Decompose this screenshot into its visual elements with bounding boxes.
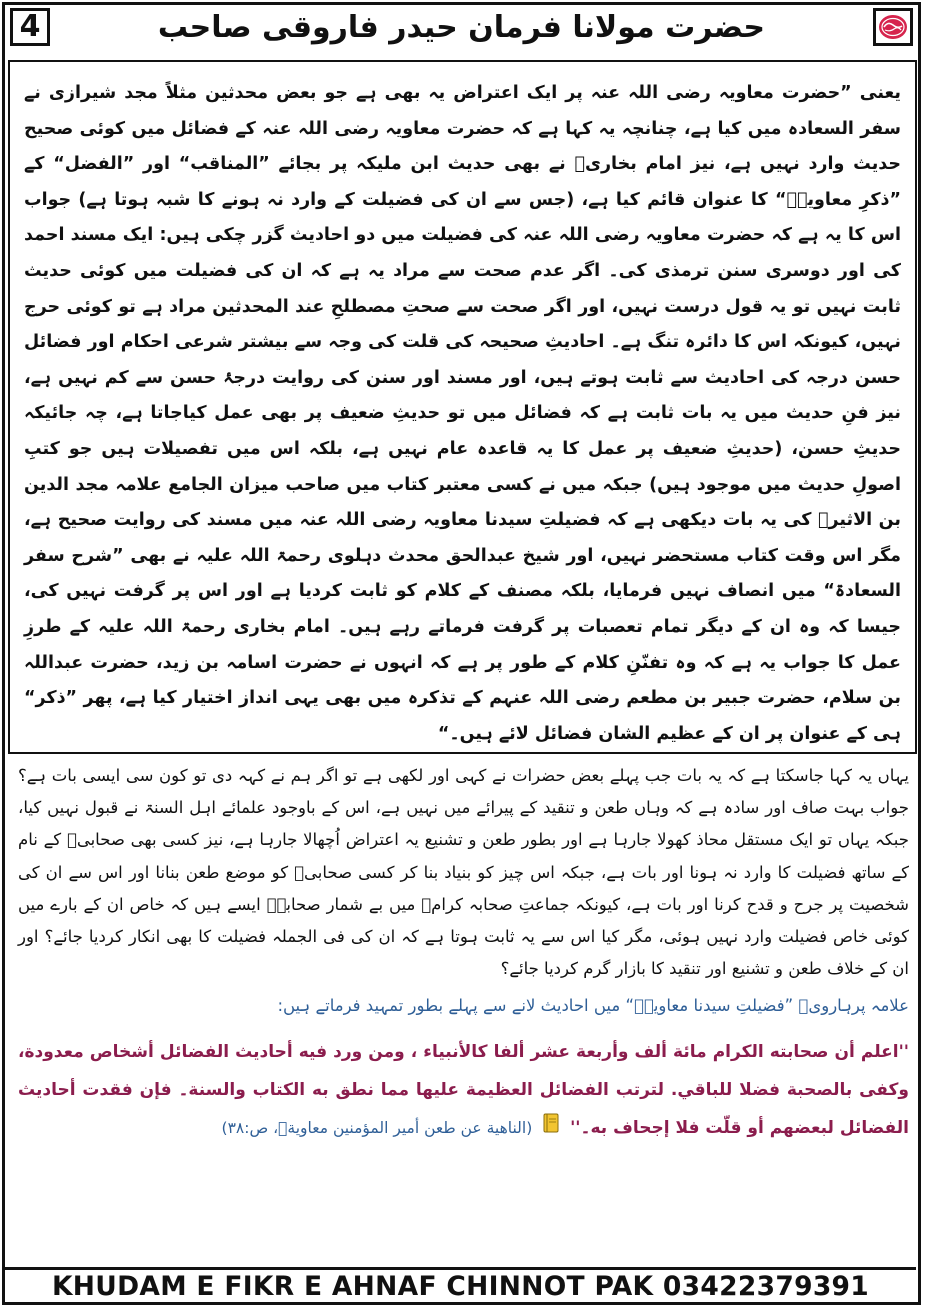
- page-title: حضرت مولانا فرمان حیدر فاروقی صاحب: [157, 10, 766, 45]
- source-reference: (الناهية عن طعن أمير المؤمنين معاويةؓ، ص:۳۸): [221, 1119, 533, 1138]
- quotation-paragraph: یعنی ”حضرت معاویہ رضی اللہ عنہ پر ایک اعتراض یہ بھی ہے جو بعض محدثین مثلاً مجد شیرازی نے سفر السعادہ میں کیا ہے، چنانچہ یہ کہا ہے کہ حضرت معاویہ رضی اللہ عنہ کے فضائل میں کوئی صحیح حدیث وارد نہیں ہے، نیز امام بخاریؒ نے بھی حدیث ابن ملیکہ پر بجائے ”المناقب“ اور ”الفضل“ کے ”ذکرِ معاویہؓ“ کا عنوان قائم کیا ہے، (جس سے ان کی فضیلت کے وارد نہ ہونے کا شبہ ہوتا ہے) جواب اس کا یہ ہے کہ حضرت معاویہ رضی اللہ عنہ کی فضیلت میں دو احادیث گزر چکی ہیں: ایک مسند احمد کی اور دوسری سنن ترمذی کی۔ اگر عدم صحت سے مراد یہ ہے کہ ان کی فضیلت میں کوئی حدیث ثابت نہیں تو یہ قول درست نہیں، اور اگر صحت سے صحتِ مصطلحِ عند المحدثین مراد ہے تو کوئی حرج نہیں، کیونکہ اس کا دائرہ تنگ ہے۔ احادیثِ صحیحہ کی قلت کی وجہ سے بیشتر شرعی احکام اور فضائل حسن درجہ کی احادیث سے ثابت ہوتے ہیں، اور مسند اور سنن کی روایت درجۂ حسن سے کم نہیں ہے، نیز فنِ حدیث میں یہ بات ثابت ہے کہ فضائل میں تو حدیثِ ضعیف پر بھی عمل کیاجاتا ہے، چہ جائیکہ حدیثِ حسن، (حدیثِ ضعیف پر عمل کا یہ قاعدہ عام نہیں ہے، بلکہ اس میں تفصیلات ہیں جو کتبِ اصولِ حدیث میں موجود ہیں) جبکہ میں نے کسی معتبر کتاب میں صاحب میزان الجامع علامہ مجد الدین بن الاثیرؒ کی یہ بات دیکھی ہے کہ فضیلتِ سیدنا معاویہ رضی اللہ عنہ میں مسند کی روایت صحیح ہے، مگر اس وقت کتاب مستحضر نہیں، اور شیخ عبدالحق محدث دہلوی رحمۃ اللہ علیہ نے بھی ”شرح سفر السعادۃ“ میں انصاف نہیں فرمایا، بلکہ مصنف کے کلام کو ثابت کردیا ہے اور اس پر گرفت نہیں کی، جیسا کہ وہ ان کے دیگر تمام تعصبات پر گرفت فرماتے رہے ہیں۔ امام بخاری رحمۃ اللہ علیہ کے طرزِ عمل کا جواب یہ ہے کہ وہ تفنّنِ کلام کے طور پر ہے کہ انہوں نے حضرت اسامہ بن زید، حضرت عبداللہ بن سلام، حضرت جبیر بن مطعم رضی اللہ عنہم کے تذکرہ میں بھی یہی انداز اختیار کیا ہے، پھر ”ذکر“ ہی کے عنوان پر ان کے عظیم الشان فضائل لائے ہیں۔“: [24, 83, 901, 744]
- arabic-quote-text: ''اعلم أن صحابته الكرام مائة ألف وأربعة عشر ألفا كالأنبياء ، ومن ورد فيه أحاديث الفضائل أشخاص معدودة، وكفى بالصحبة فضلا للباقي. لترتب الفضائل العظيمة عليها مما نطق به الكتاب والسنة۔ فإن فقدت أحاديث الفضائل لبعضهم أو قلّت فلا إجحاف به۔'': [18, 1042, 909, 1139]
- body-paragraph: یہاں یہ کہا جاسکتا ہے کہ یہ بات جب پہلے بعض حضرات نے کہی اور لکھی ہے تو اگر ہم نے کہہ دی تو کون سی ایسی بات ہے؟ جواب بہت صاف اور سادہ ہے کہ وہاں طعن و تنقید کے پیرائے میں نہیں ہے، اس کے باوجود علمائے اہل السنۃ نے قبول نہیں کیا، جبکہ یہاں تو ایک مستقل محاذ کھولا جارہا ہے اور بطور طعن و تشنیع یہ اعتراض اُچھالا جارہا ہے، نیز کسی بھی صحابیؓ کے نام کے ساتھ فضیلت کا وارد نہ ہونا اور بات ہے، جبکہ اس چیز کو بنیاد بنا کر کسی صحابیؓ کو موضع طعن بنانا اور اس سے ان کی شخصیت پر جرح و قدح کرنا اور بات ہے، کیونکہ جماعتِ صحابہ کرامؓ میں بے شمار صحابہؓ ایسے ہیں کہ خاص ان کے بارے میں کوئی خاص فضیلت وارد نہیں ہوئی، مگر کیا اس سے یہ ثابت ہوتا ہے کہ ان کی فی الجملہ فضیلت کا بھی انکار کردیا جائے؟ اور ان کے خلاف طعن و تشنیع اور تنقید کا بازار گرم کردیا جائے؟: [18, 766, 909, 979]
- book-icon: [542, 1109, 560, 1147]
- footer-contact: KHUDAM E FIKR E AHNAF CHINNOT PAK 03422379391: [51, 1271, 870, 1302]
- page-header: [6, 6, 917, 50]
- intro-line: علامہ پرہارویؒ ”فضیلتِ سیدنا معاویہؓ“ میں احادیث لانے سے پہلے بطور تمہید فرماتے ہیں:: [277, 996, 909, 1016]
- quotation-box: [8, 60, 917, 754]
- page-number: 4: [10, 8, 50, 46]
- main-text: [18, 760, 909, 1147]
- publisher-logo-icon: [873, 8, 913, 46]
- arabic-quotation: [18, 1033, 909, 1147]
